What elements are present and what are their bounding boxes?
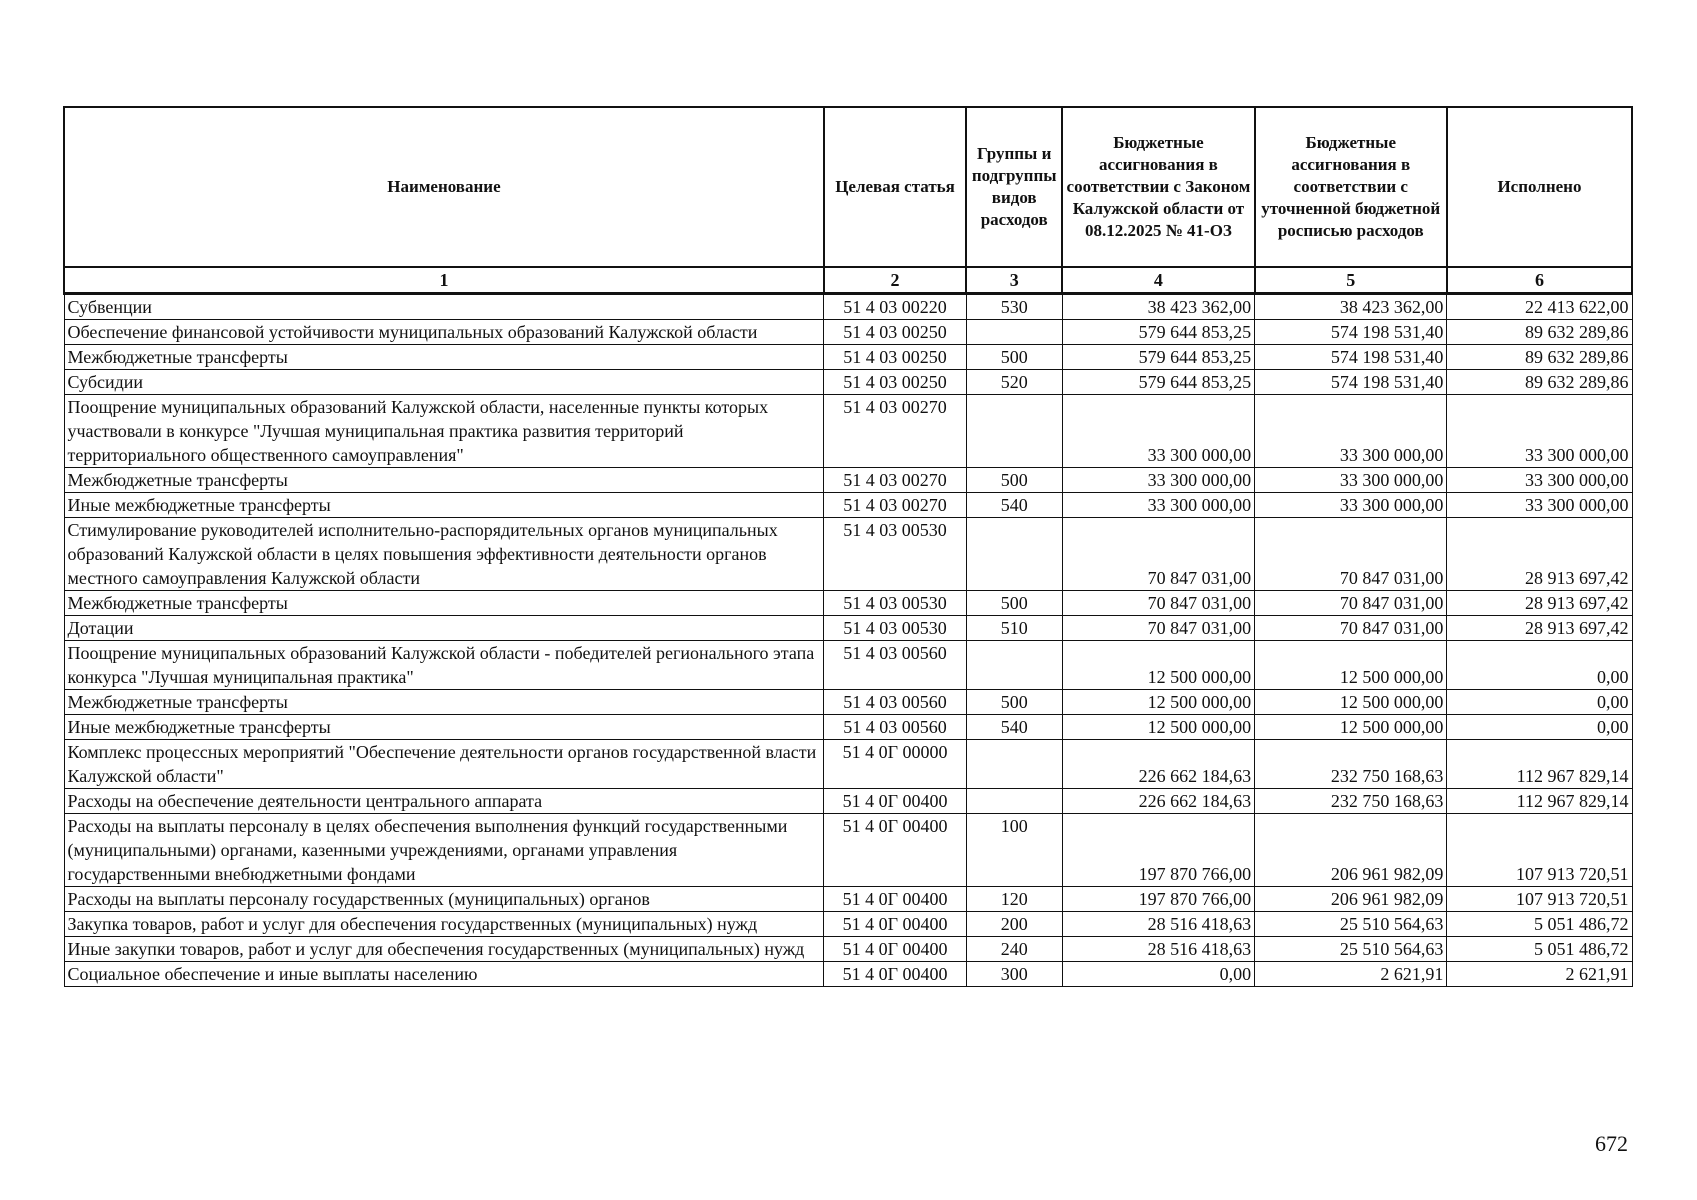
row-law-amount: 12 500 000,00 (1062, 641, 1254, 690)
row-target-article: 51 4 03 00220 (824, 294, 966, 320)
row-name: Дотации (64, 616, 824, 641)
table-row (64, 962, 1632, 987)
row-expense-group: 240 (966, 937, 1062, 962)
row-law-amount: 579 644 853,25 (1062, 370, 1254, 395)
row-target-article: 51 4 03 00250 (824, 345, 966, 370)
row-expense-group: 530 (966, 294, 1062, 320)
row-expense-group (966, 789, 1062, 814)
row-target-article: 51 4 03 00250 (824, 320, 966, 345)
table-row (64, 690, 1632, 715)
row-name: Межбюджетные трансферты (64, 345, 824, 370)
row-law-amount: 33 300 000,00 (1062, 493, 1254, 518)
row-executed-amount: 0,00 (1447, 641, 1632, 690)
row-refined-amount: 574 198 531,40 (1255, 345, 1447, 370)
row-name: Поощрение муниципальных образований Калужской области, населенные пункты которых участвовали в конкурсе "Лучшая муниципальная практика развития территорий территориального общественного самоуправления" (64, 395, 824, 468)
row-name: Субвенции (64, 294, 824, 320)
column-number: 2 (824, 267, 966, 294)
row-refined-amount: 12 500 000,00 (1255, 715, 1447, 740)
table-header-row (64, 107, 1632, 267)
row-name: Обеспечение финансовой устойчивости муниципальных образований Калужской области (64, 320, 824, 345)
table-row (64, 641, 1632, 690)
row-name: Субсидии (64, 370, 824, 395)
row-executed-amount: 112 967 829,14 (1447, 740, 1632, 789)
table-row (64, 294, 1632, 320)
row-executed-amount: 89 632 289,86 (1447, 370, 1632, 395)
row-refined-amount: 232 750 168,63 (1255, 740, 1447, 789)
table-row (64, 370, 1632, 395)
page-number: 672 (1595, 1131, 1628, 1156)
table-row (64, 814, 1632, 887)
row-executed-amount: 112 967 829,14 (1447, 789, 1632, 814)
column-number: 6 (1447, 267, 1632, 294)
row-executed-amount: 5 051 486,72 (1447, 912, 1632, 937)
row-law-amount: 12 500 000,00 (1062, 715, 1254, 740)
column-number: 4 (1062, 267, 1254, 294)
header-executed: Исполнено (1447, 107, 1632, 267)
table-row (64, 493, 1632, 518)
row-target-article: 51 4 03 00530 (824, 591, 966, 616)
row-target-article: 51 4 03 00530 (824, 518, 966, 591)
row-target-article: 51 4 03 00530 (824, 616, 966, 641)
row-target-article: 51 4 0Г 00400 (824, 937, 966, 962)
column-number: 5 (1255, 267, 1447, 294)
row-target-article: 51 4 03 00270 (824, 493, 966, 518)
header-law-allocations: Бюджетные ассигнования в соответствии с Законом Калужской области от 08.12.2025 № 41-ОЗ (1062, 107, 1254, 267)
row-expense-group: 540 (966, 493, 1062, 518)
row-refined-amount: 206 961 982,09 (1255, 887, 1447, 912)
row-refined-amount: 206 961 982,09 (1255, 814, 1447, 887)
row-law-amount: 226 662 184,63 (1062, 740, 1254, 789)
header-name: Наименование (64, 107, 824, 267)
row-expense-group: 500 (966, 468, 1062, 493)
row-refined-amount: 33 300 000,00 (1255, 493, 1447, 518)
row-target-article: 51 4 03 00270 (824, 395, 966, 468)
row-executed-amount: 107 913 720,51 (1447, 887, 1632, 912)
budget-table (63, 106, 1633, 987)
row-name: Комплекс процессных мероприятий "Обеспечение деятельности органов государственной власти Калужской области" (64, 740, 824, 789)
row-name: Социальное обеспечение и иные выплаты населению (64, 962, 824, 987)
row-executed-amount: 33 300 000,00 (1447, 395, 1632, 468)
row-refined-amount: 232 750 168,63 (1255, 789, 1447, 814)
row-refined-amount: 12 500 000,00 (1255, 641, 1447, 690)
row-target-article: 51 4 0Г 00400 (824, 814, 966, 887)
column-number: 3 (966, 267, 1062, 294)
row-law-amount: 70 847 031,00 (1062, 518, 1254, 591)
row-law-amount: 28 516 418,63 (1062, 937, 1254, 962)
table-row (64, 912, 1632, 937)
row-name: Иные межбюджетные трансферты (64, 715, 824, 740)
row-name: Стимулирование руководителей исполнительно-распорядительных органов муниципальных образований Калужской области в целях повышения эффективности деятельности органов местного самоуправления Калужской области (64, 518, 824, 591)
row-expense-group: 200 (966, 912, 1062, 937)
table-row (64, 518, 1632, 591)
row-executed-amount: 89 632 289,86 (1447, 345, 1632, 370)
row-law-amount: 33 300 000,00 (1062, 395, 1254, 468)
row-executed-amount: 0,00 (1447, 690, 1632, 715)
row-expense-group (966, 395, 1062, 468)
row-refined-amount: 574 198 531,40 (1255, 320, 1447, 345)
row-target-article: 51 4 03 00560 (824, 690, 966, 715)
row-law-amount: 28 516 418,63 (1062, 912, 1254, 937)
table-row (64, 937, 1632, 962)
row-target-article: 51 4 0Г 00000 (824, 740, 966, 789)
row-refined-amount: 70 847 031,00 (1255, 518, 1447, 591)
table-row (64, 320, 1632, 345)
row-name: Расходы на выплаты персоналу государственных (муниципальных) органов (64, 887, 824, 912)
row-refined-amount: 25 510 564,63 (1255, 937, 1447, 962)
row-expense-group: 520 (966, 370, 1062, 395)
row-expense-group: 540 (966, 715, 1062, 740)
row-expense-group (966, 320, 1062, 345)
row-name: Межбюджетные трансферты (64, 468, 824, 493)
row-executed-amount: 28 913 697,42 (1447, 616, 1632, 641)
row-executed-amount: 22 413 622,00 (1447, 294, 1632, 320)
row-expense-group: 500 (966, 345, 1062, 370)
row-law-amount: 33 300 000,00 (1062, 468, 1254, 493)
table-row (64, 887, 1632, 912)
row-refined-amount: 38 423 362,00 (1255, 294, 1447, 320)
row-law-amount: 226 662 184,63 (1062, 789, 1254, 814)
row-target-article: 51 4 0Г 00400 (824, 912, 966, 937)
row-refined-amount: 574 198 531,40 (1255, 370, 1447, 395)
row-name: Поощрение муниципальных образований Калужской области - победителей регионального этапа конкурса "Лучшая муниципальная практика" (64, 641, 824, 690)
row-target-article: 51 4 0Г 00400 (824, 962, 966, 987)
row-law-amount: 197 870 766,00 (1062, 814, 1254, 887)
table-row (64, 395, 1632, 468)
row-refined-amount: 70 847 031,00 (1255, 616, 1447, 641)
row-expense-group: 510 (966, 616, 1062, 641)
row-target-article: 51 4 0Г 00400 (824, 789, 966, 814)
row-name: Межбюджетные трансферты (64, 690, 824, 715)
row-target-article: 51 4 03 00270 (824, 468, 966, 493)
table-row (64, 616, 1632, 641)
row-target-article: 51 4 03 00560 (824, 715, 966, 740)
row-refined-amount: 70 847 031,00 (1255, 591, 1447, 616)
row-target-article: 51 4 0Г 00400 (824, 887, 966, 912)
row-executed-amount: 28 913 697,42 (1447, 518, 1632, 591)
table-row (64, 789, 1632, 814)
column-number: 1 (64, 267, 824, 294)
header-refined-allocations: Бюджетные ассигнования в соответствии с уточненной бюджетной росписью расходов (1255, 107, 1447, 267)
row-law-amount: 70 847 031,00 (1062, 591, 1254, 616)
row-expense-group: 120 (966, 887, 1062, 912)
table-row (64, 591, 1632, 616)
row-executed-amount: 5 051 486,72 (1447, 937, 1632, 962)
row-name: Межбюджетные трансферты (64, 591, 824, 616)
row-name: Иные закупки товаров, работ и услуг для обеспечения государственных (муниципальных) нужд (64, 937, 824, 962)
row-expense-group (966, 740, 1062, 789)
row-executed-amount: 107 913 720,51 (1447, 814, 1632, 887)
header-expense-groups: Группы и подгруппы видов расходов (966, 107, 1062, 267)
row-expense-group: 500 (966, 690, 1062, 715)
row-refined-amount: 33 300 000,00 (1255, 395, 1447, 468)
table-row (64, 715, 1632, 740)
row-refined-amount: 25 510 564,63 (1255, 912, 1447, 937)
row-law-amount: 579 644 853,25 (1062, 320, 1254, 345)
row-executed-amount: 2 621,91 (1447, 962, 1632, 987)
row-executed-amount: 28 913 697,42 (1447, 591, 1632, 616)
row-refined-amount: 2 621,91 (1255, 962, 1447, 987)
row-name: Расходы на обеспечение деятельности центрального аппарата (64, 789, 824, 814)
row-expense-group (966, 641, 1062, 690)
row-executed-amount: 0,00 (1447, 715, 1632, 740)
header-target-article: Целевая статья (824, 107, 966, 267)
row-target-article: 51 4 03 00560 (824, 641, 966, 690)
row-refined-amount: 33 300 000,00 (1255, 468, 1447, 493)
table-row (64, 468, 1632, 493)
row-refined-amount: 12 500 000,00 (1255, 690, 1447, 715)
row-expense-group: 100 (966, 814, 1062, 887)
row-executed-amount: 33 300 000,00 (1447, 468, 1632, 493)
row-law-amount: 70 847 031,00 (1062, 616, 1254, 641)
row-name: Иные межбюджетные трансферты (64, 493, 824, 518)
row-law-amount: 197 870 766,00 (1062, 887, 1254, 912)
column-number-row (64, 267, 1632, 294)
row-law-amount: 579 644 853,25 (1062, 345, 1254, 370)
row-law-amount: 0,00 (1062, 962, 1254, 987)
row-law-amount: 38 423 362,00 (1062, 294, 1254, 320)
row-executed-amount: 33 300 000,00 (1447, 493, 1632, 518)
table-row (64, 345, 1632, 370)
table-row (64, 740, 1632, 789)
row-name: Закупка товаров, работ и услуг для обеспечения государственных (муниципальных) нужд (64, 912, 824, 937)
row-law-amount: 12 500 000,00 (1062, 690, 1254, 715)
row-target-article: 51 4 03 00250 (824, 370, 966, 395)
row-name: Расходы на выплаты персоналу в целях обеспечения выполнения функций государственными (муниципальными) органами, казенными учреждениями, органами управления государственными внебюджетными фондами (64, 814, 824, 887)
row-expense-group (966, 518, 1062, 591)
row-executed-amount: 89 632 289,86 (1447, 320, 1632, 345)
row-expense-group: 500 (966, 591, 1062, 616)
row-expense-group: 300 (966, 962, 1062, 987)
